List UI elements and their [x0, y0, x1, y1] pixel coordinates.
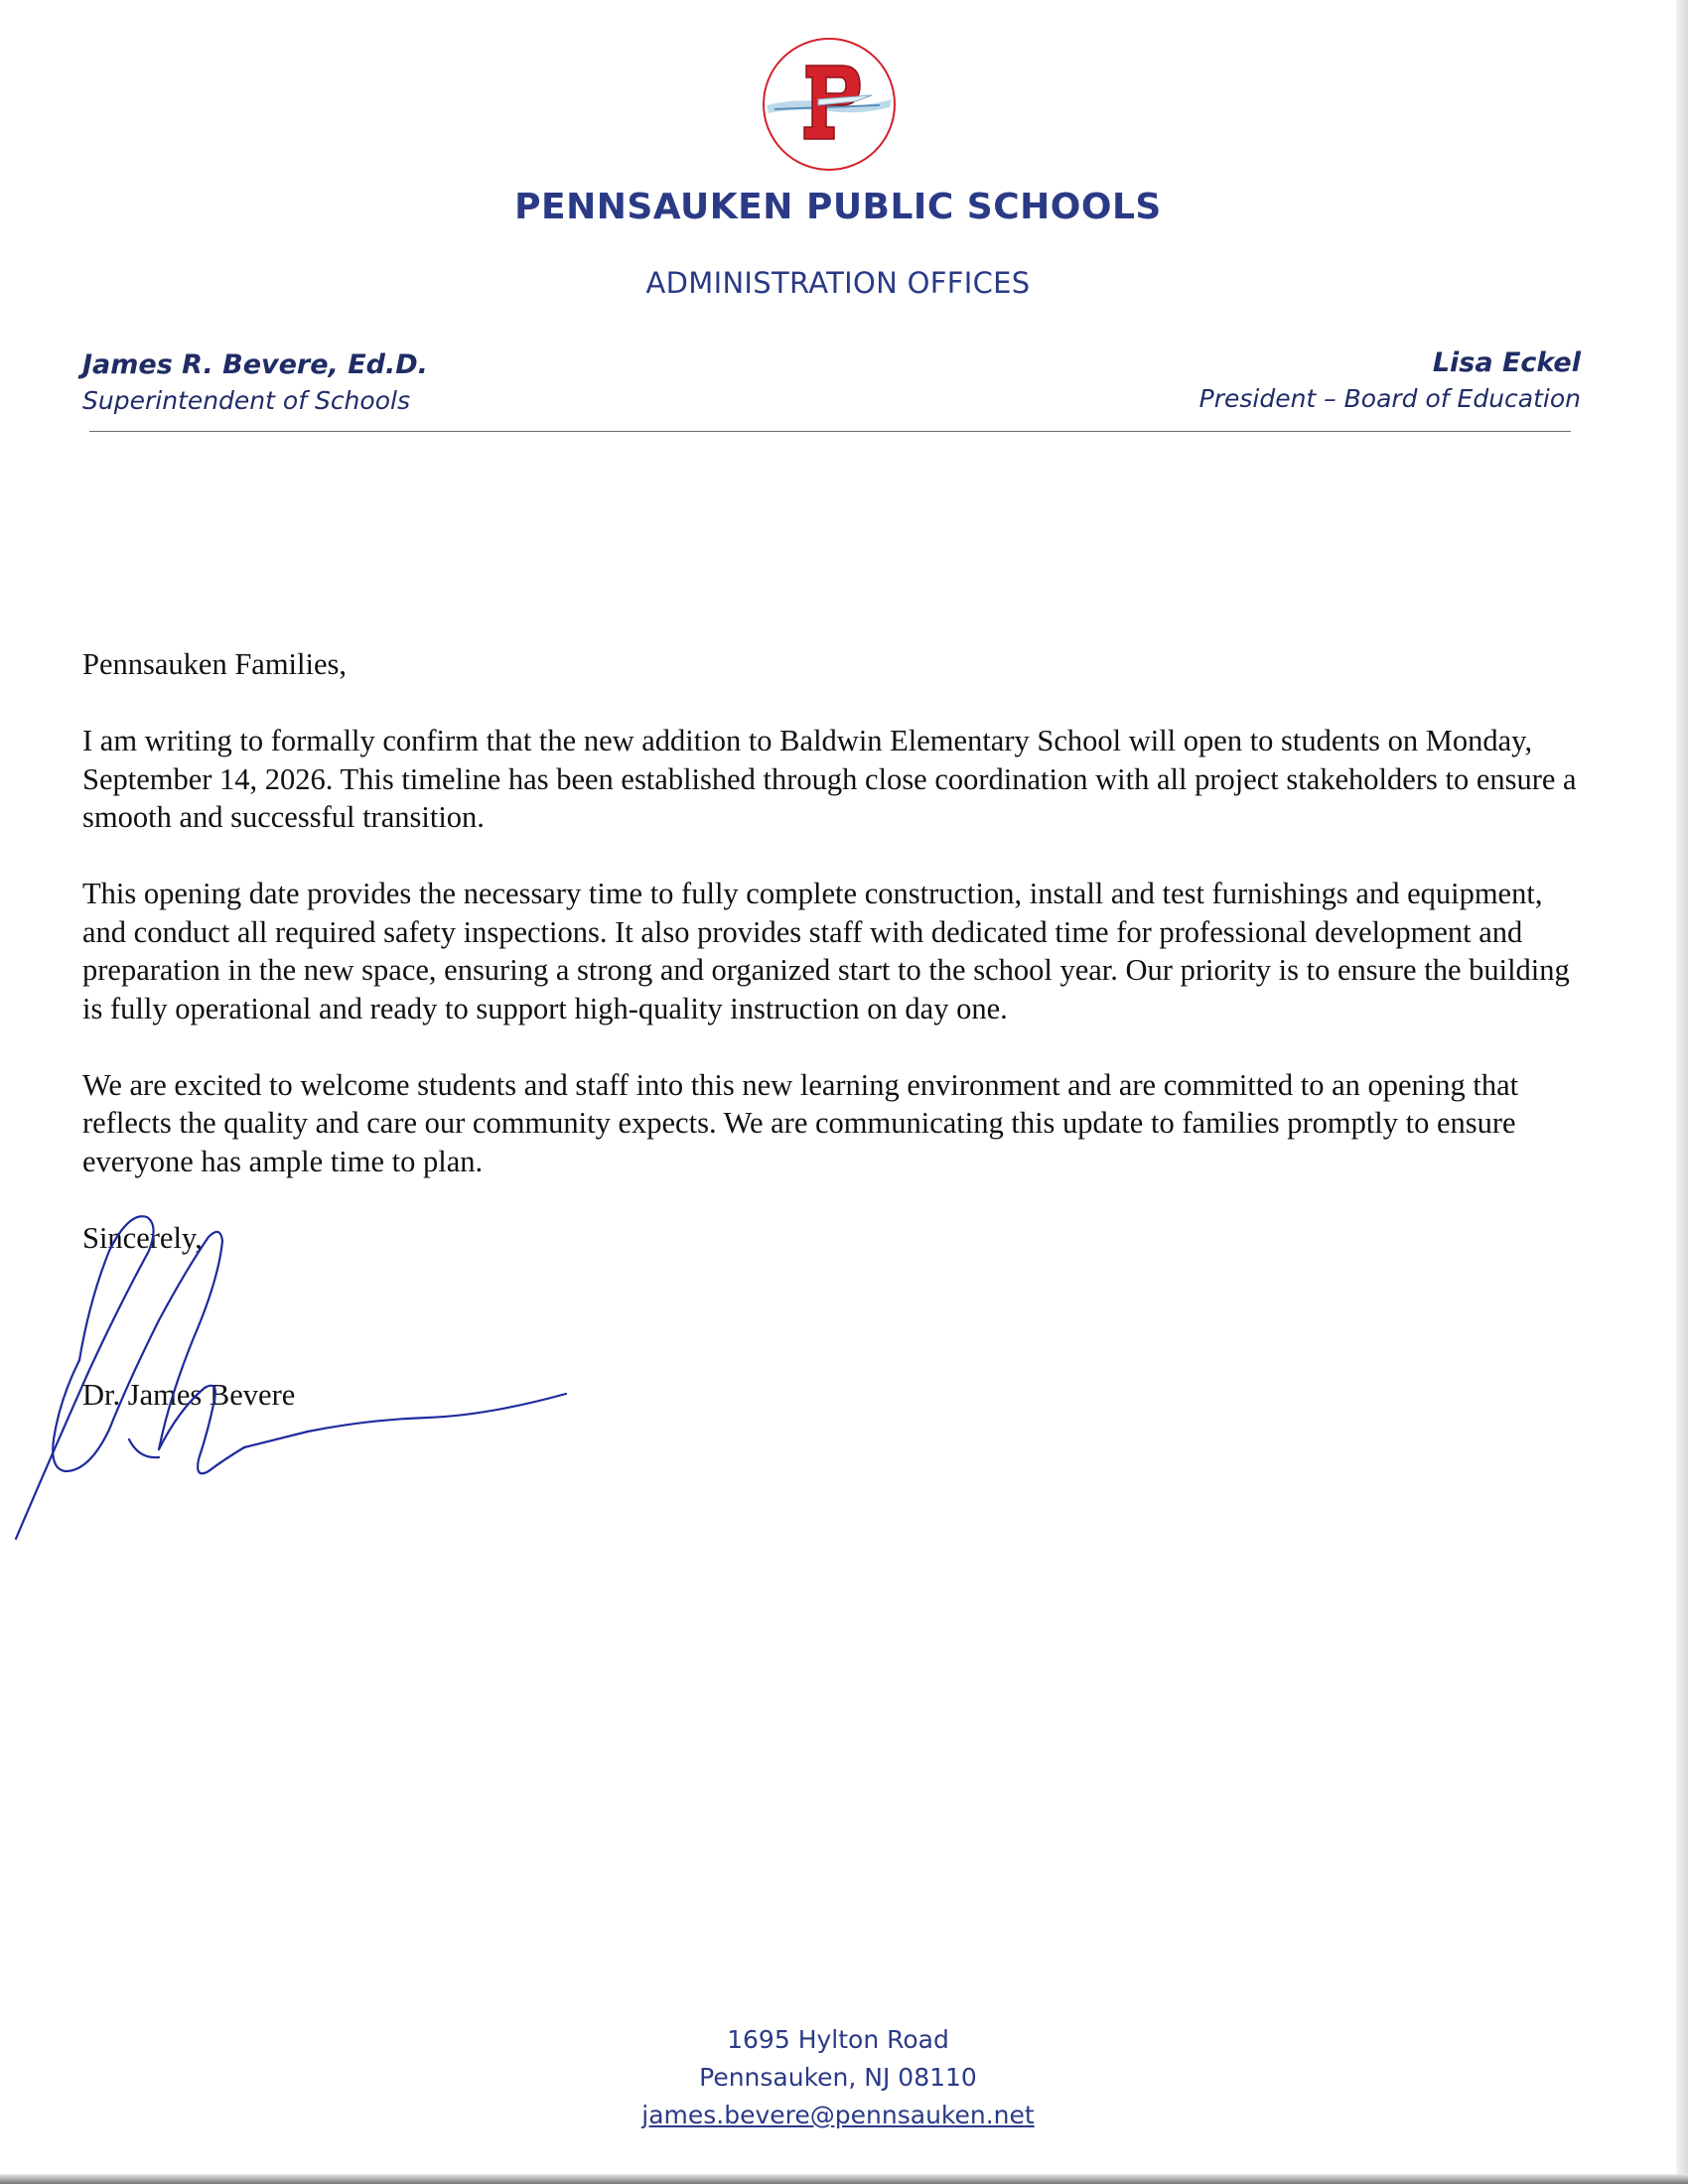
- closing: Sincerely,: [82, 1220, 203, 1255]
- page-bottom-edge: [0, 2174, 1688, 2184]
- board-president-title: President – Board of Education: [1198, 384, 1581, 413]
- footer-email-link[interactable]: james.bevere@pennsauken.net: [641, 2101, 1035, 2129]
- superintendent-title: Superintendent of Schools: [82, 386, 410, 415]
- board-president-block: [1199, 345, 1581, 417]
- handwritten-signature-icon: [10, 1211, 586, 1549]
- board-president-name: Lisa Eckel: [1432, 347, 1581, 378]
- paragraph-2: This opening date provides the necessary time to fully complete construction, install and test furnishings and equipment, and conduct all required safety inspections. It also provides staff with dedicated time for professional development and preparation in the new space, ensuring a strong and organized start to the school year. Our priority is to ensure the building is fully operational and ready to support high-quality instruction on day one.: [82, 877, 1570, 1025]
- page-edge-shadow: [1676, 0, 1688, 2184]
- organization-subtitle: ADMINISTRATION OFFICES: [645, 266, 1031, 300]
- footer-address: [0, 2021, 1676, 2134]
- paragraph-3: We are excited to welcome students and staff into this new learning environment and are committed to an opening that reflects the quality and care our community expects. We are communicating this update to families promptly to ensure everyone has ample time to plan.: [82, 1067, 1519, 1178]
- header-divider: [89, 431, 1571, 432]
- signer-name: Dr. James Bevere: [82, 1378, 296, 1412]
- salutation: Pennsauken Families,: [82, 647, 347, 681]
- organization-name: PENNSAUKEN PUBLIC SCHOOLS: [514, 187, 1162, 227]
- footer-city: Pennsauken, NJ 08110: [699, 2063, 977, 2092]
- paragraph-1: I am writing to formally confirm that the new addition to Baldwin Elementary School will open to students on Monday, September 14, 2026. This timeline has been established through close coordination with all project stakeholders to ensure a smooth and successful transition.: [82, 724, 1577, 834]
- footer-street: 1695 Hylton Road: [727, 2025, 949, 2054]
- school-logo-icon: [761, 36, 898, 173]
- superintendent-block: [82, 347, 428, 419]
- superintendent-name: James R. Bevere, Ed.D.: [82, 349, 428, 380]
